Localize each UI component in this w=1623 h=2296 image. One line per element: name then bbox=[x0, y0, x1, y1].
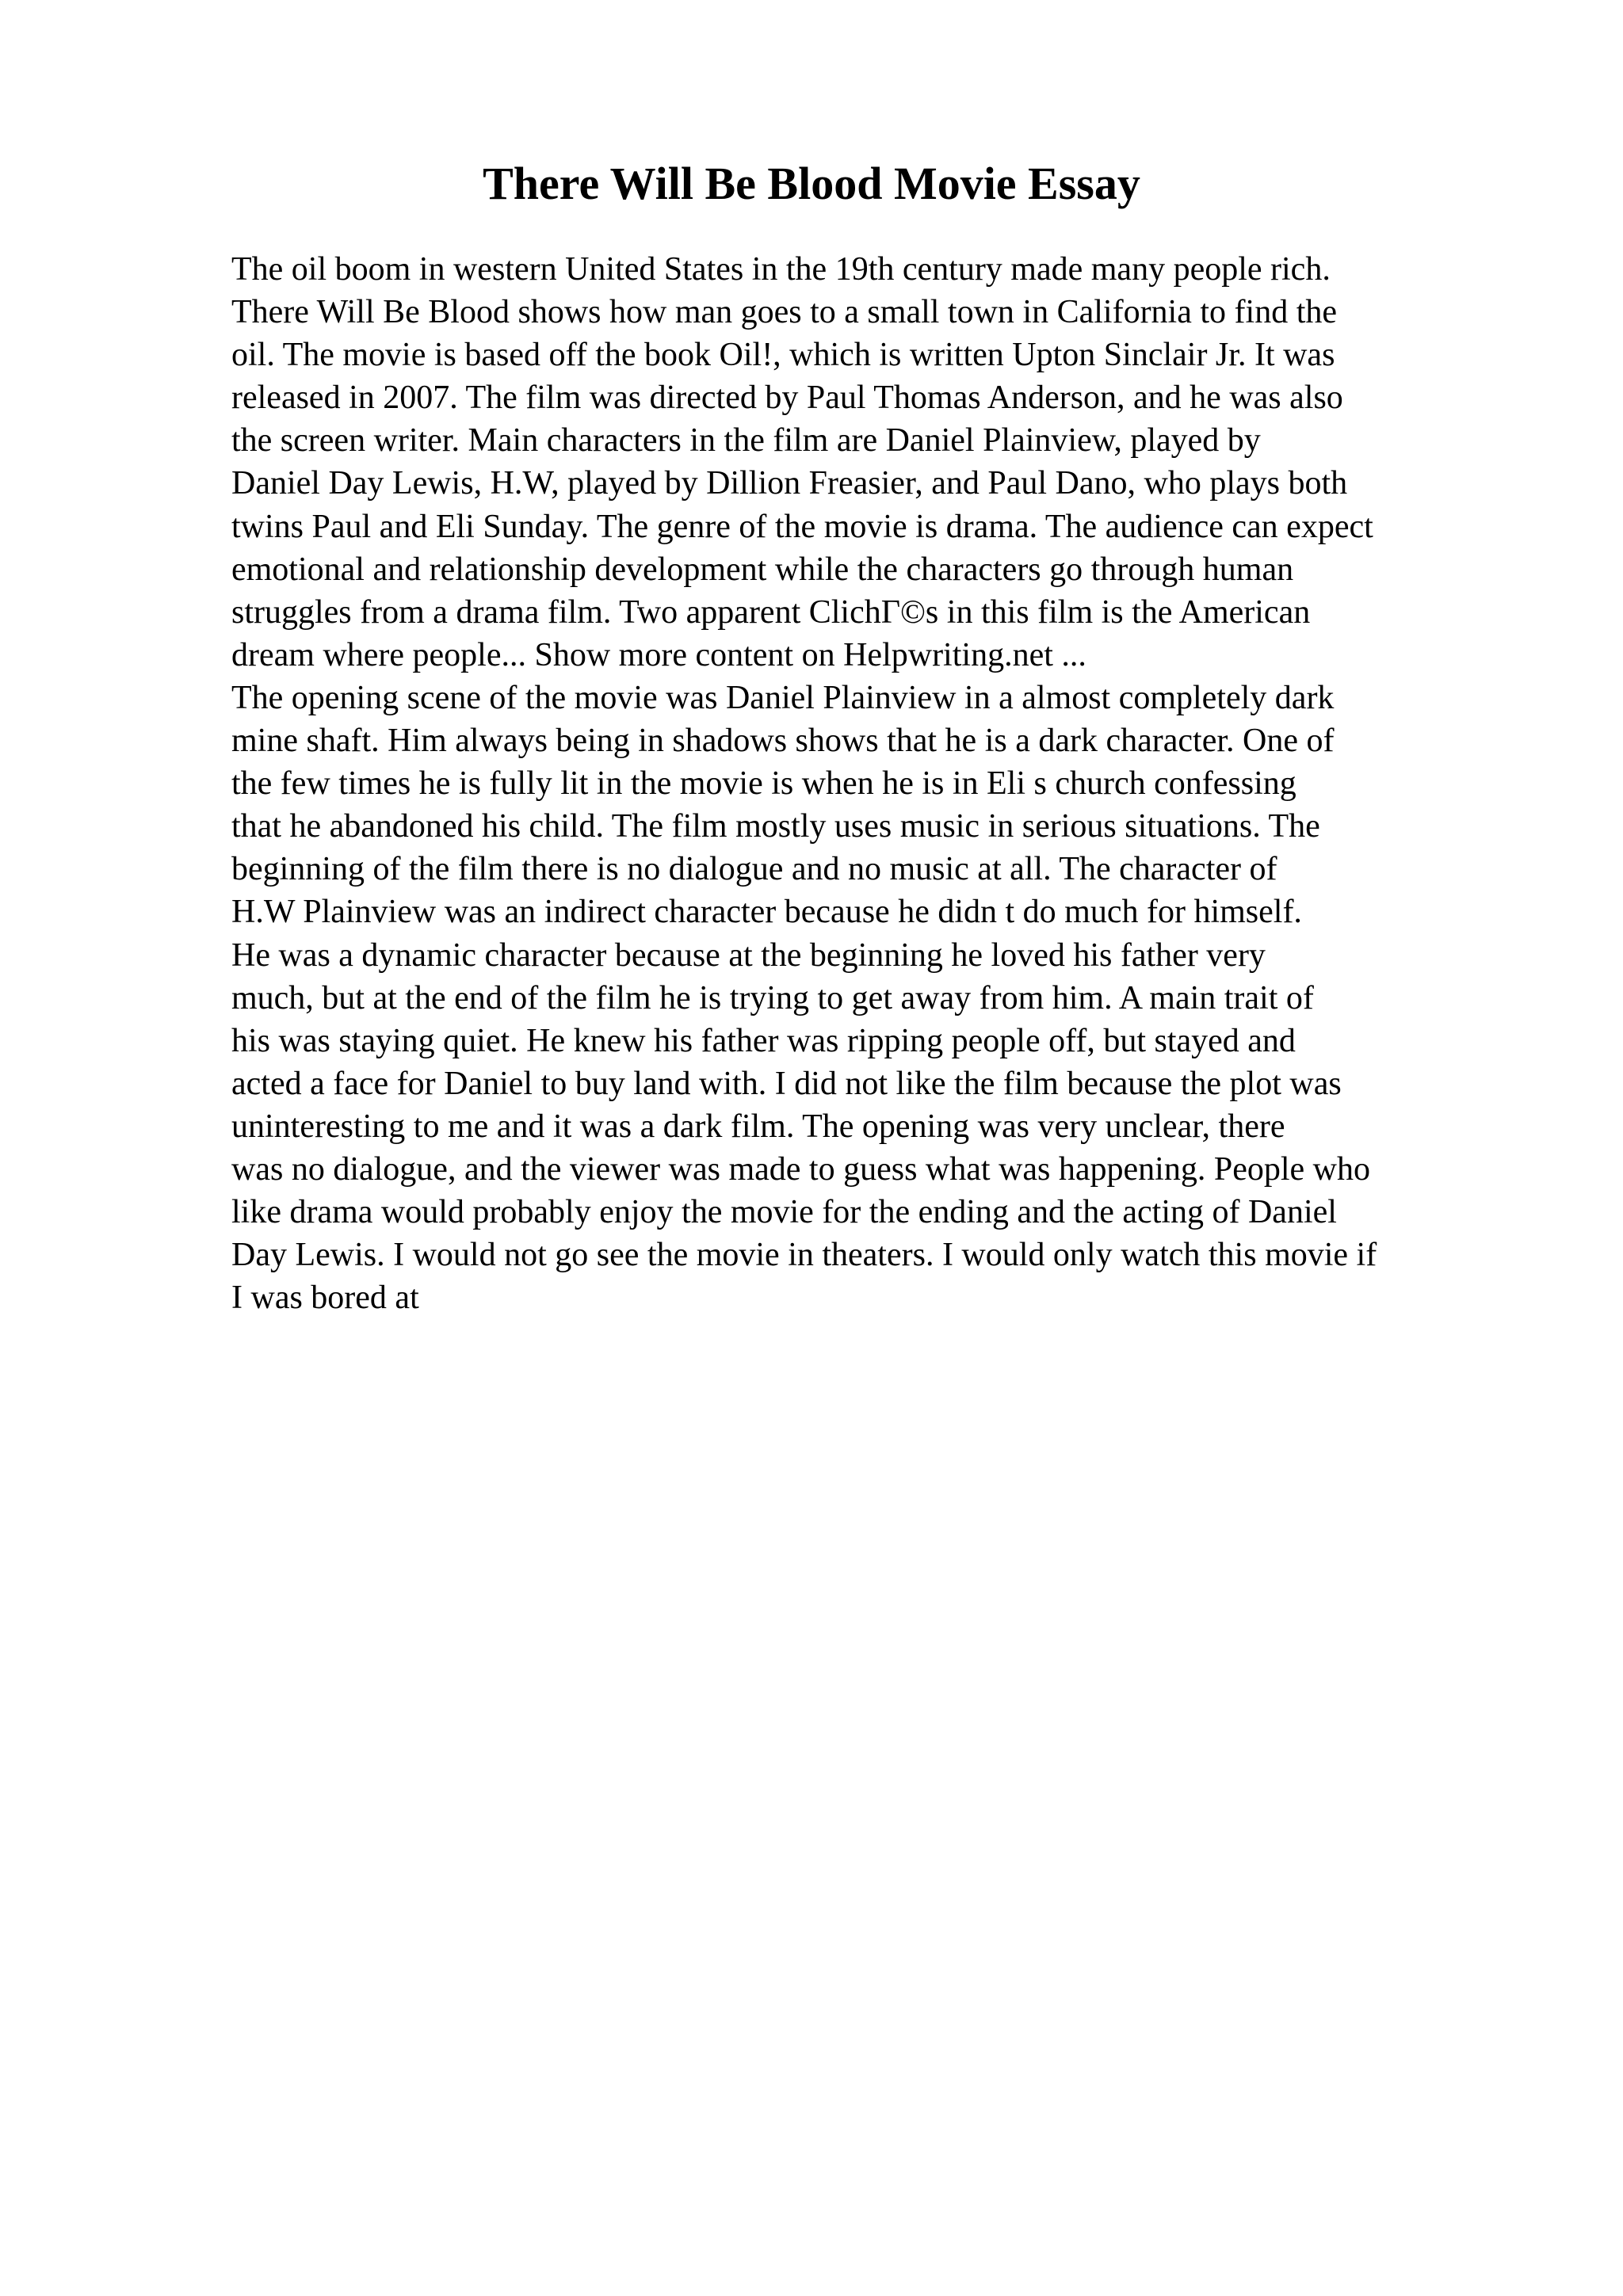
body-line: H.W Plainview was an indirect character because he didn t do much for himself. bbox=[231, 894, 1302, 931]
body-line: twins Paul and Eli Sunday. The genre of the movie is drama. The audience can expect bbox=[231, 508, 1373, 545]
body-line: Daniel Day Lewis, H.W, played by Dillion Freasier, and Paul Dano, who plays both bbox=[231, 465, 1348, 502]
body-line: The opening scene of the movie was Daniel Plainview in a almost completely dark bbox=[231, 679, 1335, 716]
body-line: Day Lewis. I would not go see the movie in theaters. I would only watch this movie if bbox=[231, 1237, 1377, 1274]
document-body bbox=[231, 248, 1515, 1319]
body-line: the screen writer. Main characters in the film are Daniel Plainview, played by bbox=[231, 422, 1261, 460]
body-line: He was a dynamic character because at the beginning he loved his father very bbox=[231, 936, 1266, 974]
body-line: acted a face for Daniel to buy land with. I did not like the film because the plot was bbox=[231, 1065, 1342, 1102]
body-line: his was staying quiet. He knew his father was ripping people off, but stayed and bbox=[231, 1022, 1296, 1059]
body-line: beginning of the film there is no dialogue and no music at all. The character of bbox=[231, 851, 1277, 888]
body-line: that he abandoned his child. The film mostly uses music in serious situations. The bbox=[231, 808, 1320, 845]
body-line: much, but at the end of the film he is trying to get away from him. A main trait of bbox=[231, 979, 1314, 1016]
body-line: The oil boom in western United States in the 19th century made many people rich. bbox=[231, 251, 1331, 288]
body-line: mine shaft. Him always being in shadows shows that he is a dark character. One of bbox=[231, 723, 1335, 760]
body-line: emotional and relationship development while the characters go through human bbox=[231, 551, 1294, 588]
body-line: released in 2007. The film was directed by Paul Thomas Anderson, and he was also bbox=[231, 379, 1343, 417]
body-line: like drama would probably enjoy the movie for the ending and the acting of Daniel bbox=[231, 1194, 1337, 1231]
body-line: struggles from a drama film. Two apparent ClichГ©s in this film is the American bbox=[231, 593, 1311, 631]
body-line: uninteresting to me and it was a dark film. The opening was very unclear, there bbox=[231, 1108, 1285, 1145]
body-line: There Will Be Blood shows how man goes to a small town in California to find the bbox=[231, 294, 1338, 331]
document-title: There Will Be Blood Movie Essay bbox=[483, 158, 1140, 209]
body-line: oil. The movie is based off the book Oil!, which is written Upton Sinclair Jr. It was bbox=[231, 337, 1335, 374]
body-line: was no dialogue, and the viewer was made to guess what was happening. People who bbox=[231, 1150, 1370, 1188]
body-line: dream where people... Show more content on Helpwriting.net ... bbox=[231, 636, 1086, 673]
body-line: the few times he is fully lit in the movie is when he is in Eli s church confessing bbox=[231, 765, 1296, 803]
body-line: I was bored at bbox=[231, 1280, 419, 1317]
